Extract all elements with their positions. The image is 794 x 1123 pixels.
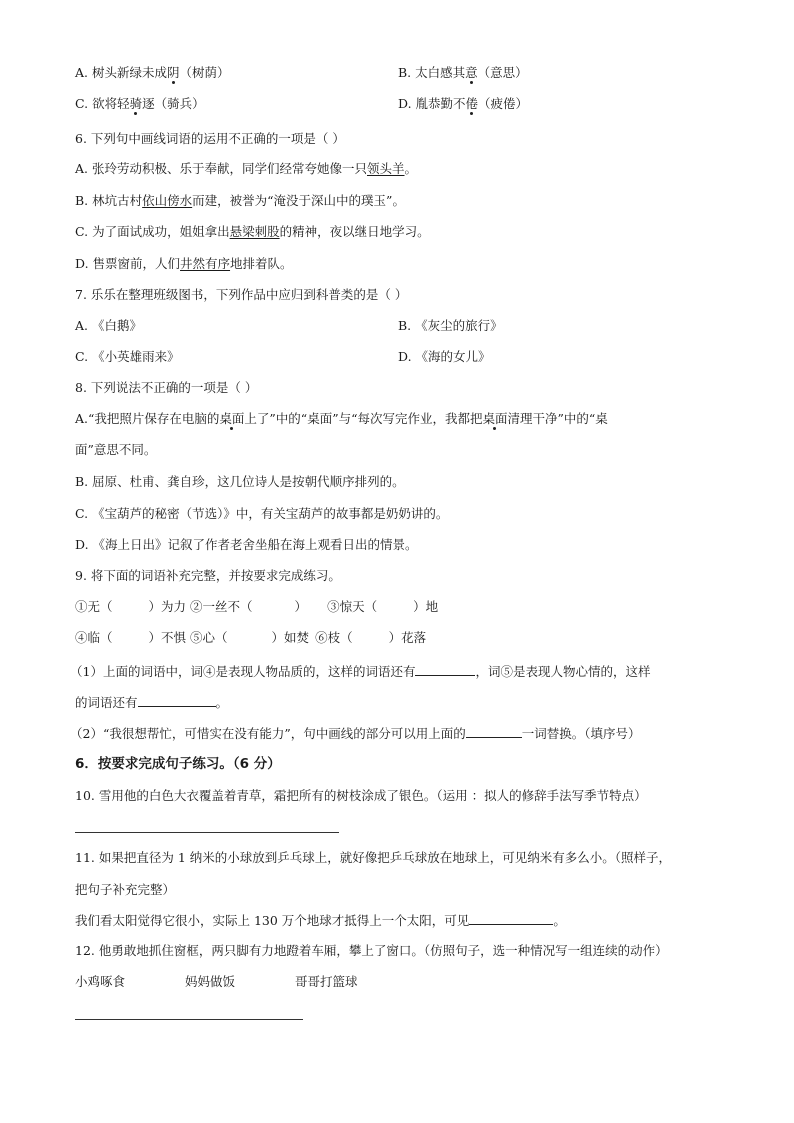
q9-row-1: ①无（ ）为力 ②一丝不（ ） ③惊天（ ）地 <box>75 599 439 614</box>
q5-option-b: B. 太白感其意（意思） <box>398 65 528 80</box>
q11-stem-line1: 11. 如果把直径为 1 纳米的小球放到乒乓球上，就好像把乒乓球放在地球上，可见纳米有多么小。（照样子， <box>75 850 672 865</box>
q9-stem: 9. 将下面的词语补充完整，并按要求完成练习。 <box>75 568 341 583</box>
q9-row-2: ④临（ ）不惧 ⑤心（ ）如焚 ⑥枝（ ）花落 <box>75 630 427 645</box>
q12-options <box>75 973 358 991</box>
underlined-word: 领头羊 <box>366 161 405 176</box>
section-heading: 6．按要求完成句子练习。（6 分） <box>75 756 281 772</box>
underlined-word: 井然有序 <box>180 256 231 271</box>
answer-blank[interactable] <box>469 912 553 925</box>
q9-sub2: （2）“我很想帮忙，可惜实在没有能力”，句中画线的部分可以用上面的 一词替换。（填序号） <box>70 726 641 741</box>
q9-sub1: （1）上面的词语中，词④是表现人物品质的，这样的词语还有 ，词⑤是表现人物心情的，这样 <box>70 664 651 679</box>
q8-option-d: D. 《海上日出》记叙了作者老舍坐船在海上观看日出的情景。 <box>75 537 418 552</box>
q8-option-a-cont: 面”意思不同。 <box>75 442 157 457</box>
q12-stem: 12. 他勇敢地抓住窗框，两只脚有力地蹬着车厢，攀上了窗口。（仿照句子，选一种情况写一组连续的动作） <box>75 943 668 958</box>
q7-option-d: D. 《海的女儿》 <box>398 349 491 364</box>
q6-option-a: A. 张玲劳动积极、乐于奉献，同学们经常夸她像一只领头羊。 <box>75 161 418 176</box>
q10-answer-line[interactable] <box>75 832 339 833</box>
q12-answer-line[interactable] <box>75 1019 303 1020</box>
emphasis-word: 桌面 <box>482 411 508 426</box>
answer-blank[interactable] <box>138 694 216 707</box>
emphasis-char: 意 <box>465 65 478 80</box>
q11-stem-line2: 把句子补充完整） <box>75 882 176 897</box>
q6-stem: 6. 下列句中画线词语的运用不正确的一项是（ ） <box>75 131 345 146</box>
q8-option-b: B. 屈原、杜甫、龚自珍，这几位诗人是按朝代顺序排列的。 <box>75 474 405 489</box>
emphasis-word: 桌面 <box>219 411 245 426</box>
answer-blank[interactable] <box>415 663 475 676</box>
q6-option-c: C. 为了面试成功，姐姐拿出悬梁刺股的精神，夜以继日地学习。 <box>75 224 430 239</box>
answer-blank[interactable] <box>466 725 522 738</box>
q5-option-d: D. 胤恭勤不倦（疲倦） <box>398 96 529 111</box>
q9-sub1-cont: 的词语还有 。 <box>75 695 229 710</box>
q6-option-b: B. 林坑古村依山傍水而建，被誉为“淹没于深山中的璞玉”。 <box>75 193 405 208</box>
emphasis-char: 阴 <box>166 65 180 80</box>
q8-option-c: C. 《宝葫芦的秘密（节选）》中，有关宝葫芦的故事都是奶奶讲的。 <box>75 506 449 521</box>
q12-option-3: 哥哥打篮球 <box>295 974 358 989</box>
q7-option-c: C. 《小英雄雨来》 <box>75 349 180 364</box>
q8-stem: 8. 下列说法不正确的一项是（ ） <box>75 380 258 395</box>
q5-option-a: A. 树头新绿未成阴（树荫） <box>75 65 230 80</box>
q12-option-2: 妈妈做饭 <box>185 974 236 989</box>
emphasis-char: 骑 <box>129 96 143 111</box>
q5-option-c: C. 欲将轻骑逐（骑兵） <box>75 96 205 111</box>
q6-option-d: D. 售票窗前，人们井然有序地排着队。 <box>75 256 293 271</box>
q12-option-1: 小鸡啄食 <box>75 974 126 989</box>
q8-option-a: A.“我把照片保存在电脑的桌面上了”中的“桌面”与“每次写完作业，我都把桌面清理干净”中的“桌 <box>75 411 608 426</box>
underlined-word: 依山傍水 <box>142 193 193 208</box>
q7-option-a: A. 《白鹅》 <box>75 318 142 333</box>
emphasis-char: 倦 <box>465 96 479 111</box>
underlined-word: 悬梁刺股 <box>229 224 280 239</box>
q11-sentence: 我们看太阳觉得它很小，实际上 130 万个地球才抵得上一个太阳，可见 。 <box>75 913 566 928</box>
q7-option-b: B. 《灰尘的旅行》 <box>398 318 503 333</box>
q10-stem: 10. 雪用他的白色大衣覆盖着青草，霜把所有的树枝涂成了银色。（运用 ：拟人的修辞手法写季节特点） <box>75 788 647 803</box>
q7-stem: 7. 乐乐在整理班级图书，下列作品中应归到科普类的是（ ） <box>75 287 408 302</box>
